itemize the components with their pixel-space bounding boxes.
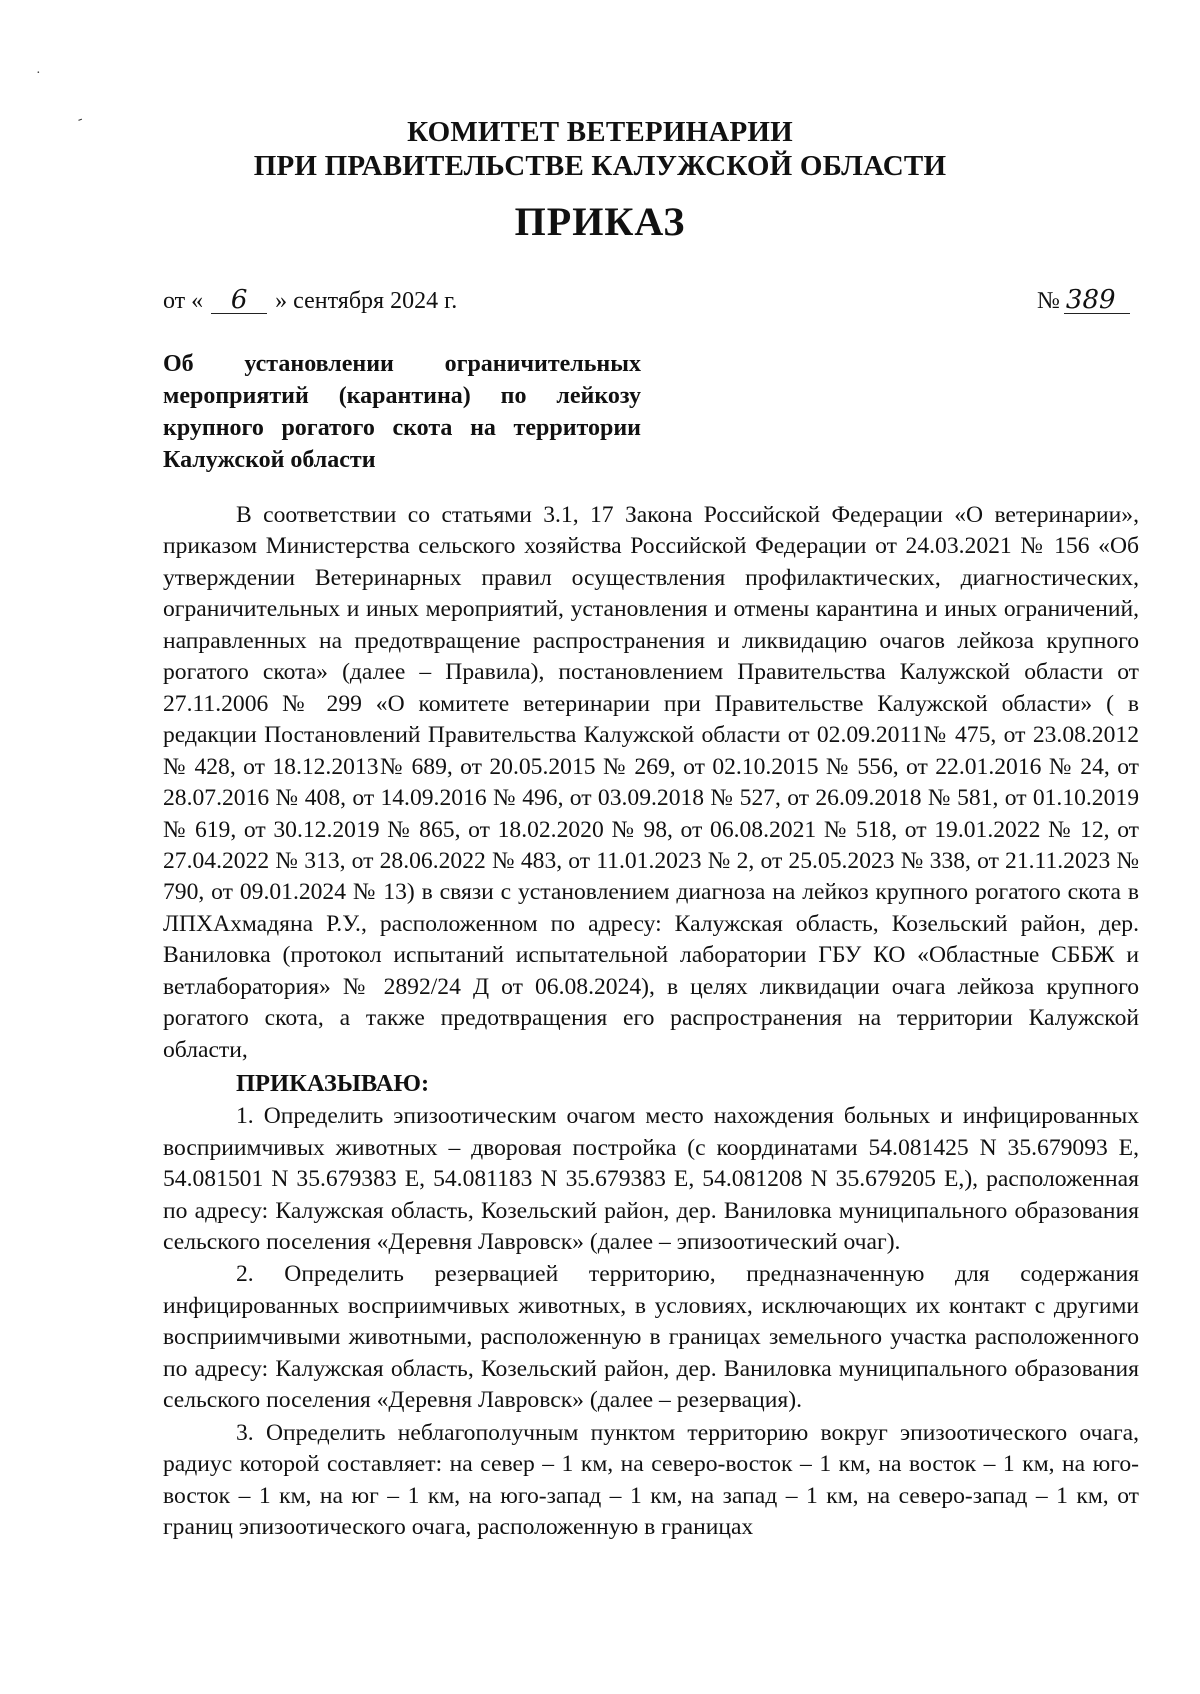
handwritten-order-number: 389 bbox=[1064, 287, 1130, 314]
date-suffix: » сентября 2024 г. bbox=[275, 288, 458, 314]
order-item-2: 2. Определить резервацией территорию, предназначенную для содержания инфицированных восприимчивых животных, в условиях, исключающих их контакт с другими восприимчивыми животными, расположенную в границах земельного участка расположенного по адресу: Калужская область, Козельский район, дер. Ваниловка муниципального образования сельского поселения «Деревня Лавровск» (далее – резервация). bbox=[163, 1261, 1139, 1414]
order-item-3: 3. Определить неблагополучным пунктом территорию вокруг эпизоотического очага, радиус которой составляет: на север – 1 км, на северо-восток – 1 км, на восток – 1 км, на юго-восток – 1 км, на юг – 1 км, на юго-запад – 1 км, на запад – 1 км, на северо-запад – 1 км, от границ эпизоотического очага, расположенную в границах bbox=[163, 1419, 1139, 1541]
scan-speck-mark: · bbox=[36, 66, 41, 81]
handwritten-day: 6 bbox=[211, 287, 267, 314]
order-subject: Об установлении ограничительных мероприятий (карантина) по лейкозу крупного рогатого скота на территории Калужской области bbox=[163, 351, 641, 473]
order-body bbox=[163, 500, 1139, 1544]
order-item-1: 1. Определить эпизоотическим очагом место нахождения больных и инфицированных восприимчивых животных – дворовая постройка (с координатами 54.081425 N 35.679093 E, 54.081501 N 35.679383 E, 54.081183 N 35.679383 E, 54.081208 N 35.679205 E,), расположенная по адресу: Калужская область, Козельский район, дер. Ваниловка муниципального образования сельского поселения «Деревня Лавровск» (далее – эпизоотический очаг). bbox=[163, 1103, 1139, 1255]
command-heading: ПРИКАЗЫВАЮ: bbox=[236, 1070, 430, 1098]
order-number-line bbox=[1037, 287, 1130, 315]
date-line bbox=[163, 287, 457, 315]
document-title: ПРИКАЗ bbox=[514, 199, 686, 244]
scan-stroke-mark: ‐ bbox=[75, 111, 85, 128]
preamble-paragraph: В соответствии со статьями 3.1, 17 Закона Российской Федерации «О ветеринарии», приказом Министерства сельского хозяйства Российской Федерации от 24.03.2021 № 156 «Об утверждении Ветеринарных правил осуществления профилактических, диагностических, ограничительных и иных мероприятий, установления и отмены карантина и иных ограничений, направленных на предотвращение распространения и ликвидацию очагов лейкоза крупного рогатого скота» (далее – Правила), постановлением Правительства Калужской области от 27.11.2006 № 299 «О комитете ветеринарии при Правительстве Калужской области» ( в редакции Постановлений Правительства Калужской области от 02.09.2011№ 475, от 23.08.2012 № 428, от 18.12.2013№ 689, от 20.05.2015 № 269, от 02.10.2015 № 556, от 22.01.2016 № 24, от 28.07.2016 № 408, от 14.09.2016 № 496, от 03.09.2018 № 527, от 26.09.2018 № 581, от 01.10.2019 № 619, от 30.12.2019 № 865, от 18.02.2020 № 98, от 06.08.2021 № 518, от 19.01.2022 № 12, от 27.04.2022 № 313, от 28.06.2022 № 483, от 11.01.2023 № 2, от 25.05.2023 № 338, от 21.11.2023 № 790, от 09.01.2024 № 13) в связи с установлением диагноза на лейкоз крупного рогатого скота в ЛПХАхмадяна Р.У., расположенном по адресу: Калужская область, Козельский район, дер. Ваниловка (протокол испытаний испытательной лаборатории ГБУ КО «Областные СББЖ и ветлаборатория» № 2892/24 Д от 06.08.2024), в целях ликвидации очага лейкоза крупного рогатого скота, а также предотвращения его распространения на территории Калужской области, bbox=[163, 502, 1139, 1063]
org-name-line-1: КОМИТЕТ ВЕТЕРИНАРИИ bbox=[407, 116, 793, 148]
org-name-line-2: ПРИ ПРАВИТЕЛЬСТВЕ КАЛУЖСКОЙ ОБЛАСТИ bbox=[253, 150, 947, 182]
number-label: № bbox=[1037, 288, 1060, 314]
date-prefix: от « bbox=[163, 288, 204, 314]
